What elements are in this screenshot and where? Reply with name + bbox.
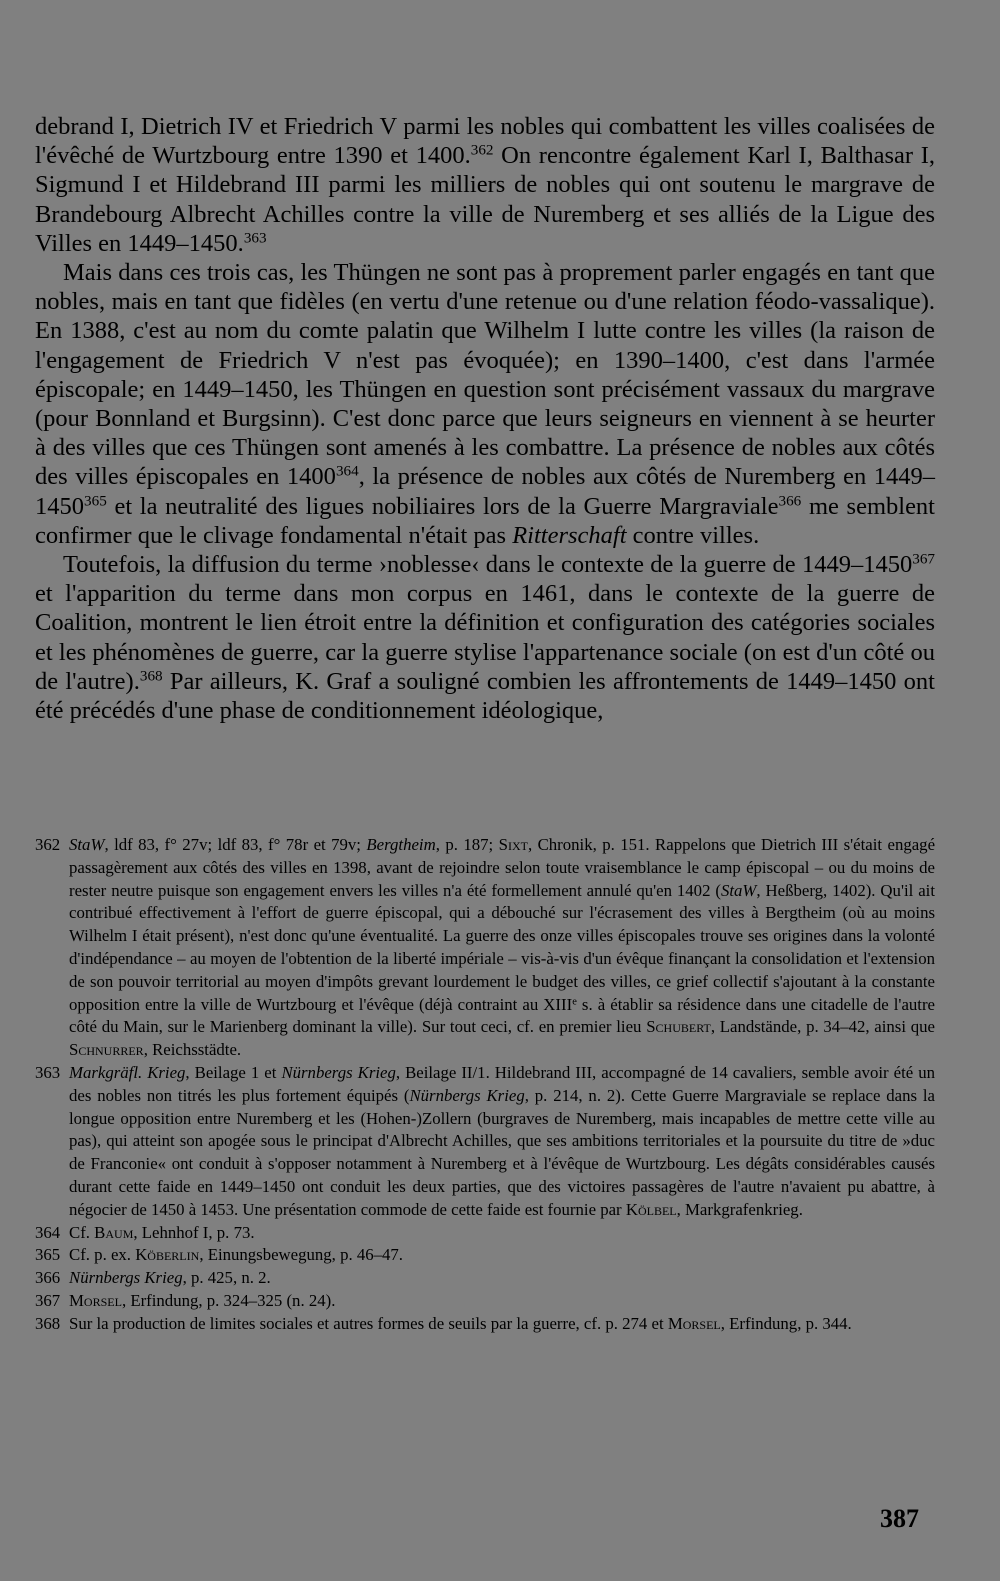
text-run: , Erfindung, p. 324–325 (n. 24). [121,1290,336,1310]
text-run: , p. 214, n. 2). Cette Guerre Margraviale se replace dans la longue opposition entre Nuremberg et les (Hohen-)Zollern (burgraves de Nuremberg, mais incapables de mettre cette ville au pas), qui atteint son apogée sous le principat d'Albrecht Achilles, que ses ambitions territoriales et la poursuite du titre de »duc de Franconie« ont conduit à s'opposer notamment à Nuremberg et à l'évêque de Wurtzbourg. Les dégâts considérables causés durant cette faide en 1449–1450 ont conduit les deux parties, que des victoires passagères de l'autre n'avaient pu abattre, à négocier de 1450 à 1453. Une présentation commode de cette faide est fournie par [69,1085,936,1219]
italic-ref: Nürnbergs Krieg [69,1268,183,1288]
text-run: , p. 187; [435,835,499,854]
footnote-text [69,1222,935,1245]
footnote-ref-363: 363 [243,229,267,247]
text-run: debrand I, Dietrich IV et Friedrich V parmi les nobles qui combattent les villes coalisées de l'évêché de Wurtzbourg entre 1390 et 1400. [35,113,935,170]
footnote-number: 362 [35,835,61,854]
text-run: , Reichsstädte. [143,1040,242,1060]
text-run: , Lehnhof I, p. 73. [133,1222,255,1242]
footnote-ref-365: 365 [84,492,107,510]
paragraph-1 [35,112,935,258]
text-run: , Markgrafenkrieg. [676,1199,803,1219]
text-run: Mais dans ces trois cas, les Thüngen ne sont pas à proprement parler engagés en tant que nobles, mais en tant que fidèles (en vertu d'une retenue ou d'une relation féodo-vassalique). En 1388, c'est au nom du comte palatin que Wilhelm I lutte contre les villes (la raison de l'engagement de Friedrich V n'est pas évoquée); en 1390–1400, c'est dans l'armée épiscopale; en 1449–1450, les Thüngen en question sont précisément vassaux du margrave (pour Bonnland et Burgsinn). C'est donc parce que leurs seigneurs en viennent à se heurter à des villes que ces Thüngen sont amenés à les combattre. La présence de nobles aux côtés des villes épiscopales en 1400 [35,259,935,491]
italic-ref: Markgräfl. Krieg [69,1062,186,1082]
footnote-364 [35,1222,935,1245]
italic-ref: Nürnbergs Krieg [281,1062,396,1082]
text-run: , ldf 83, f° 27v; ldf 83, f° 78r et 79v; [104,835,367,854]
author-name: Schubert [646,1017,711,1037]
footnote-362 [35,834,935,1062]
text-run: , p. 425, n. 2. [182,1268,271,1288]
footnote-number: 368 [35,1313,61,1333]
italic-ref: StaW [69,835,105,854]
author-name: Kölbel [625,1199,677,1219]
author-name: Schnurrer [69,1040,144,1060]
text-run: Cf. p. ex. [69,1245,136,1265]
footnote-363 [35,1062,935,1222]
italic-ref: Bergtheim [366,835,436,854]
footnote-text [69,834,935,1062]
footnote-ref-362: 362 [470,141,494,159]
footnote-text [69,1244,935,1267]
text-run: , Erfindung, p. 344. [720,1313,852,1333]
author-name: Morsel [69,1290,122,1310]
text-run: , Einungsbewegung, p. 46–47. [199,1245,403,1265]
page-number: 387 [880,1504,919,1533]
author-name: Sixt [498,835,528,854]
footnote-ref-364: 364 [335,463,359,481]
footnote-365 [35,1244,935,1267]
text-run: Toutefois, la diffusion du terme ›noblesse‹ dans le contexte de la guerre de 1449–1450 [63,551,913,579]
text-run: On rencontre également Karl I, Balthasar I, Sigmund I et Hildebrand III parmi les milliers de nobles qui ont soutenu le margrave de Brandebourg Albrecht Achilles contre la ville de Nuremberg et ses alliés de la Ligue des Villes en 1449–1450. [35,142,935,257]
ordinal-suffix: e [572,995,577,1007]
italic-term: Ritterschaft [512,521,627,549]
footnote-text [69,1267,935,1290]
text-run: contre villes. [626,521,760,549]
footnote-text [69,1290,935,1313]
footnote-number: 364 [35,1222,61,1242]
paragraph-3 [35,550,935,725]
footnote-ref-367: 367 [912,550,935,568]
footnote-368 [35,1313,935,1336]
footnote-number: 363 [35,1062,61,1082]
text-run: Sur la production de limites sociales et autres formes de seuils par la guerre, cf. p. 274 et [69,1313,668,1333]
text-run: me semblent confirmer que le clivage fondamental n'était pas [35,492,935,549]
text-run: et la neutralité des ligues nobiliaires lors de la Guerre Margraviale [106,492,779,520]
text-run: , la présence de nobles aux côtés de Nuremberg en 1449–1450 [35,463,935,520]
footnotes [35,834,935,1336]
footnote-number: 365 [35,1245,61,1265]
footnote-number: 367 [35,1290,61,1310]
author-name: Baum [94,1222,134,1242]
paragraph-2 [35,258,935,550]
text-run: , Beilage II/1. Hildebrand III, accompagné de 14 cavaliers, semble avoir été un des nobles non titrés les plus fortement équipés ( [69,1062,936,1105]
text-run: Par ailleurs, K. Graf a souligné combien les affrontements de 1449–1450 ont été précédés d'une phase de conditionnement idéologique, [35,667,935,725]
text-run: , Heßberg, 1402). Qu'il ait contribué effectivement à l'effort de guerre épiscopal, qui a débouché sur l'écrasement des villes à Bergtheim (où au moins Wilhelm I était présent), n'est donc qu'une éventualité. La guerre des onze villes épiscopales trouve ses origines dans la volonté d'indépendance – au moyen de l'obtention de la liberté impériale – vis-à-vis d'un évêque finançant la consolidation et l'extension de son pouvoir territorial au moyen d'impôts grevant lourdement le budget des villes, ce grief collectif s'ajoutant à la constante opposition entre la ville de Wurtzbourg et l'évêque (déjà contraint au XIII [69,880,935,1014]
footnote-ref-368: 368 [139,667,163,685]
main-text [35,112,935,725]
italic-ref: StaW [720,880,757,900]
text-run: , Landstände, p. 34–42, ainsi que [710,1017,935,1037]
text-run: et l'apparition du terme dans mon corpus en 1461, dans le contexte de la guerre de Coalition, montrent le lien étroit entre la définition et configuration des catégories sociales et les phénomènes de guerre, car la guerre stylise l'appartenance sociale (on est d'un côté ou de l'autre). [35,580,935,695]
italic-ref: Nürnbergs Krieg [409,1085,525,1105]
author-name: Köberlin [135,1245,200,1265]
footnote-ref-366: 366 [778,492,802,510]
footnote-text [69,1062,935,1222]
text-run: , Chronik, p. 151. Rappelons que Dietrich III s'était engagé passagèrement aux côtés des villes en 1398, avant de rejoindre selon toute vraisemblance le camp épiscopal – ou du moins de rester neutre puisque son engagement envers les villes n'a été formellement annulé qu'en 1402 ( [69,835,936,900]
author-name: Morsel [667,1313,721,1333]
footnote-text [69,1313,935,1336]
footnote-366 [35,1267,935,1290]
text-run: s. à établir sa résidence dans une citadelle de l'autre côté du Main, sur le Marienberg dominant la ville). Sur tout ceci, cf. en premier lieu [69,994,935,1037]
text-run: Cf. [69,1222,95,1242]
text-run: , Beilage 1 et [185,1062,282,1082]
footnote-number: 366 [35,1268,61,1288]
footnote-367 [35,1290,935,1313]
